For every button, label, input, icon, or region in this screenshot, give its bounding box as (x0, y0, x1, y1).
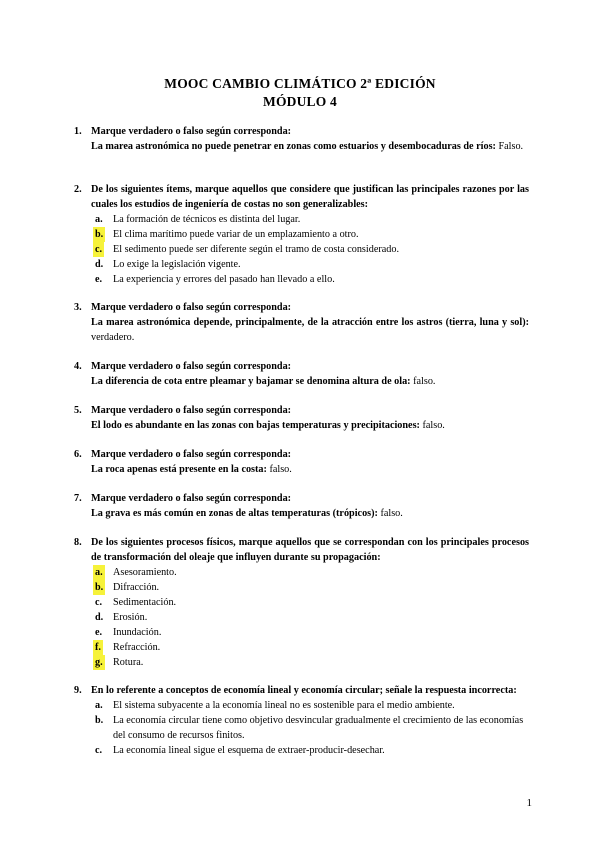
question-statement: La marea astronómica depende, principalmente, de la atracción entre los astros (tierra, luna y sol): (91, 317, 529, 328)
option-item (91, 242, 529, 257)
option-text: Erosión. (113, 612, 148, 623)
option-item (91, 640, 529, 655)
question-2 (74, 182, 529, 287)
question-prompt: Marque verdadero o falso según corresponda: (91, 493, 292, 504)
option-list (91, 565, 529, 670)
page-number: 1 (526, 797, 532, 809)
question-number: 9. (74, 685, 82, 696)
question-statement-block (91, 139, 529, 154)
option-item (91, 580, 529, 595)
option-list (91, 212, 529, 287)
question-1 (74, 124, 529, 154)
question-number: 4. (74, 361, 82, 372)
option-text: Sedimentación. (113, 597, 177, 608)
option-letter-highlighted: b. (95, 229, 104, 240)
question-prompt: Marque verdadero o falso según corresponda: (91, 126, 292, 137)
option-list (91, 698, 529, 758)
option-item (91, 257, 529, 272)
question-number: 5. (74, 405, 82, 416)
question-9 (74, 683, 529, 758)
option-text: Asesoramiento. (113, 567, 177, 578)
question-statement-block (91, 315, 529, 345)
option-letter: c. (95, 597, 103, 608)
option-text: La economía lineal sigue el esquema de extraer-producir-desechar. (113, 745, 385, 756)
option-letter-highlighted: g. (95, 657, 103, 668)
question-statement-block (91, 462, 529, 477)
option-text: El sedimento puede ser diferente según el tramo de costa considerado. (113, 244, 399, 255)
option-letter: d. (95, 259, 104, 270)
option-letter: c. (95, 745, 103, 756)
option-text: Inundación. (113, 627, 162, 638)
option-text: El sistema subyacente a la economía lineal no es sostenible para el medio ambiente. (113, 700, 455, 711)
option-text: Lo exige la legislación vigente. (113, 259, 241, 270)
option-item (91, 565, 529, 580)
question-prompt: De los siguientes procesos físicos, marque aquellos que se correspondan con los principales procesos de transformación del oleaje que influyen durante su propagación: (91, 537, 529, 563)
question-prompt: Marque verdadero o falso según corresponda: (91, 405, 292, 416)
question-statement: La marea astronómica no puede penetrar en zonas como estuarios y desembocaduras de ríos: (91, 141, 496, 152)
question-statement: La diferencia de cota entre pleamar y bajamar se denomina altura de ola: (91, 376, 411, 387)
question-7 (74, 491, 529, 521)
option-item (91, 595, 529, 610)
option-text: Difracción. (113, 582, 160, 593)
question-statement-block (91, 506, 529, 521)
option-item (91, 625, 529, 640)
option-item (91, 743, 529, 758)
option-text: Rotura. (113, 657, 144, 668)
question-answer: falso. (380, 508, 403, 519)
question-answer: falso. (413, 376, 436, 387)
option-letter: e. (95, 274, 103, 285)
option-text: Refracción. (113, 642, 161, 653)
option-letter-highlighted: a. (95, 567, 103, 578)
option-item (91, 655, 529, 670)
option-item (91, 227, 529, 242)
question-number: 2. (74, 184, 82, 195)
question-prompt: Marque verdadero o falso según corresponda: (91, 302, 292, 313)
option-letter: b. (95, 715, 104, 726)
option-letter-highlighted: c. (95, 244, 103, 255)
option-text: La formación de técnicos es distinta del lugar. (113, 214, 301, 225)
question-6 (74, 447, 529, 477)
option-letter-highlighted: f. (95, 642, 101, 653)
option-letter: a. (95, 214, 103, 225)
question-statement: El lodo es abundante en las zonas con bajas temperaturas y precipitaciones: (91, 420, 420, 431)
question-4 (74, 359, 529, 389)
option-item (91, 272, 529, 287)
option-text: El clima marítimo puede variar de un emplazamiento a otro. (113, 229, 359, 240)
option-text: La experiencia y errores del pasado han llevado a ello. (113, 274, 335, 285)
option-item (91, 713, 529, 743)
question-statement: La grava es más común en zonas de altas temperaturas (trópicos): (91, 508, 378, 519)
question-5 (74, 403, 529, 433)
option-item (91, 212, 529, 227)
option-item (91, 698, 529, 713)
question-answer: falso. (269, 464, 292, 475)
module-title: MÓDULO 4 (263, 94, 337, 109)
question-number: 6. (74, 449, 82, 460)
question-prompt: En lo referente a conceptos de economía lineal y economía circular; señale la respuesta incorrecta: (91, 685, 517, 696)
question-answer: Falso. (498, 141, 524, 152)
question-prompt: Marque verdadero o falso según corresponda: (91, 361, 292, 372)
option-text: La economía circular tiene como objetivo desvincular gradualmente el crecimiento de las economías del consumo de recursos finitos. (113, 715, 524, 741)
option-letter-highlighted: b. (95, 582, 104, 593)
question-prompt: Marque verdadero o falso según corresponda: (91, 449, 292, 460)
option-item (91, 610, 529, 625)
question-prompt: De los siguientes ítems, marque aquellos que considere que justifican las principales razones por las cuales los estudios de ingeniería de costas no son generalizables: (91, 184, 529, 210)
option-letter: d. (95, 612, 104, 623)
question-answer: falso. (422, 420, 445, 431)
question-8 (74, 535, 529, 670)
question-answer: verdadero. (91, 332, 135, 343)
question-3 (74, 300, 529, 345)
question-statement-block (91, 374, 529, 389)
question-statement: La roca apenas está presente en la costa: (91, 464, 267, 475)
question-statement-block (91, 418, 529, 433)
question-number: 8. (74, 537, 82, 548)
question-number: 7. (74, 493, 82, 504)
question-number: 1. (74, 126, 82, 137)
question-number: 3. (74, 302, 82, 313)
option-letter: a. (95, 700, 103, 711)
option-letter: e. (95, 627, 103, 638)
document-title: MOOC CAMBIO CLIMÁTICO 2ª EDICIÓN (164, 76, 436, 91)
